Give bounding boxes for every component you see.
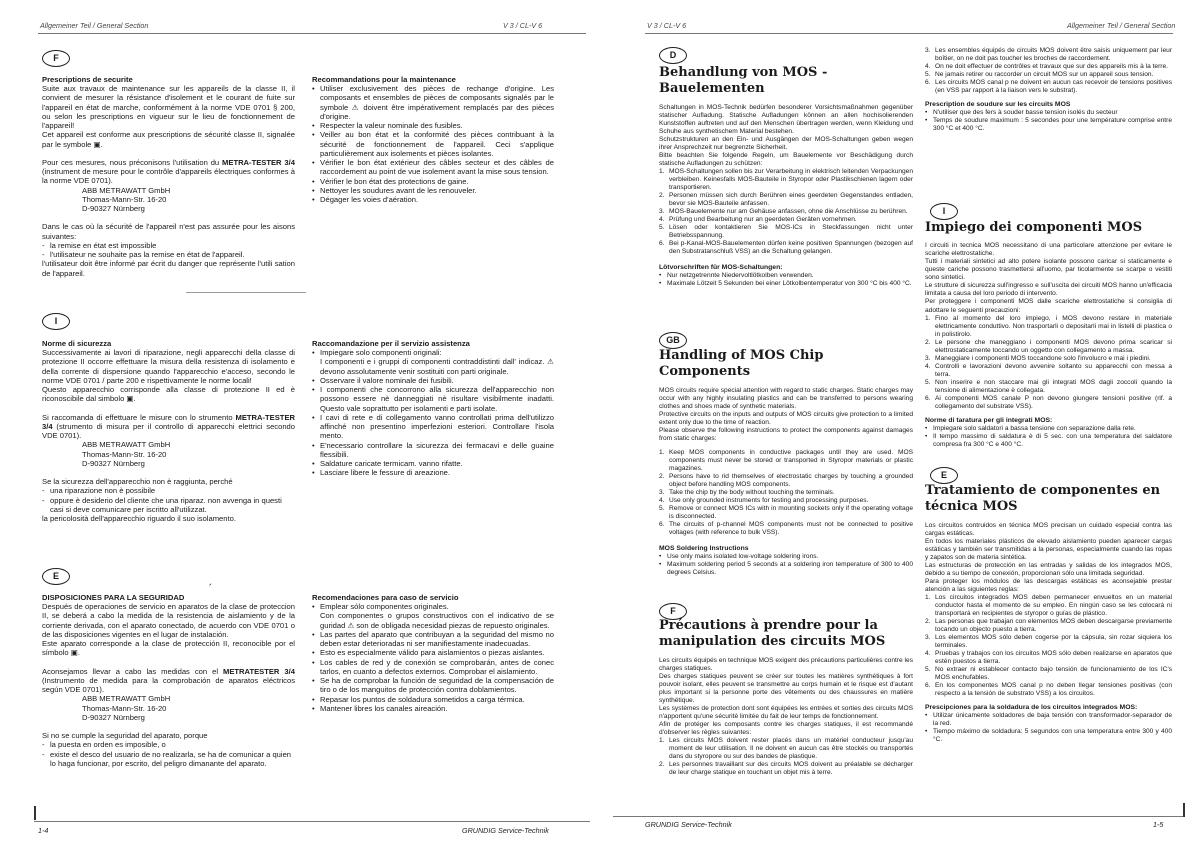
es-title: Tratamiento de componentes en técnica MOS (925, 483, 1161, 515)
list-item: • Impiegare solo saldatori a bassa tensione con separazione dalla rete. (925, 425, 1172, 433)
list-item: • N'utiliser que des fers à souder basse tension isolés du secteur (925, 109, 1172, 117)
list-item: • Mantener libres los canales aireación. (312, 704, 554, 713)
list-item: • Utiliser exclusivement des pièces de rechange d'origine. Les composants et ensembles de pièces de composants signalés par le symbole ⚠ doivent être impérativement remplacés par des pièces d'origine. (312, 84, 554, 121)
section-fr-maintenance (312, 75, 554, 204)
fr-rules-part2 (925, 47, 1172, 95)
page-number: 1-5 (1153, 820, 1164, 829)
list-item: - oppure è desiderio del cliente che una riparaz. non avvenga in questi casi si deve comunicare per iscritto all'utilizzat. (42, 496, 295, 515)
list-item: 6. The circuits of p-channel MOS components must not be connected to positive voltages (with reference to bulk VSS). (659, 521, 913, 537)
it-safety-text: Successivamente ai lavori di riparazione, negli apparecchi della classe di protezione II occorre effettuare la misura della resistenza di isolamento e della corrente di dispersione quando l'apparecchio e'acceso, secondo le norme VDE 0701 / parte 200 e rispettivamente le norme locali! Questo apparecchio corrisponde alla classe di protezione II ed è riconoscibile dal simbolo ▣. (42, 348, 295, 404)
fr-maint-heading: Recommandations pour la maintenance (312, 75, 456, 84)
language-badge-it: I (42, 313, 70, 330)
fr-rules-part1 (659, 737, 913, 777)
it-title: Impiego dei componenti MOS (925, 220, 1143, 235)
section-es-safety (42, 593, 295, 768)
list-item: 4. Prüfung und Bearbeitung nur an geerdeten Geräten vornehmen. (659, 216, 913, 224)
list-item: 1. MOS-Schaltungen sollen bis zur Verarbeitung in elektrisch leitenden Verpackungen verbleiben. Keinesfalls MOS-Bauteile in Styropor oder Plastikschienen lagern oder transportieren. (659, 168, 913, 192)
list-item: • Vérifier le bon état extérieur des câbles secteur et des câbles de raccordement au point de vue isolement avant la mise sous tension. (312, 158, 554, 177)
it-unsafe-outro: la pericolosità dell'apparecchio riguardo il suo isolamento. (42, 514, 236, 524)
list-item: 4. On ne doit effectuer de contrôles et travaux que sur des appareils mis à la terre. (925, 63, 1172, 71)
fr-measure-text: Pour ces mesures, nous préconisons l'utilisation du METRA-TESTER 3/4 (instrument de mesure pour le contrôle d'appareils électriques conformes à la norme VDE 0701). (42, 157, 295, 186)
list-item: • Maximale Lötzeit 5 Sekunden bei einer Lötkolbentemperatur von 300 °C bis 400 °C. (659, 280, 913, 288)
page-header-left: V 3 / CL-V 6 (647, 21, 687, 30)
list-item: 1. Keep MOS components in conductive packages until they are used. MOS components must never be stored or transported in Styropor materials or plastic magazines. (659, 449, 913, 473)
it-solder-list (925, 425, 1172, 449)
language-badge-fr: F (42, 50, 70, 67)
language-badge-es: E (42, 568, 70, 585)
fr-solder-heading: Prescription de soudure sur les circuits MOS (925, 101, 1071, 109)
list-item: 6. En los componentes MOS canal p no deben llegar tensiones positivas (con respecto a la tensión de substrato VSS) a los circuitos. (925, 682, 1172, 698)
footer-publisher: GRUNDIG Service-Technik (462, 826, 549, 835)
list-item: 3. Les ensembles équipés de circuits MOS doivent être saisis uniquement par leur boîtier, on ne doit pas toucher les broches de raccordement. (925, 47, 1172, 63)
fr-unsafe-intro: Dans le cas où la sécurité de l'appareil n'est pas assurée pour les aisons suivantes: (42, 222, 295, 241)
it-solder-heading: Norme di taratura per gli integrati MOS: (925, 416, 1053, 424)
list-item: 1. Les circuits MOS doivent rester placés dans un matériel conducteur jusqu'au moment de leur utilisation. Il ne doivent en aucun cas être stockés ou transportés dans du styropore ou sur des bandes de plastique. (659, 737, 913, 761)
es-maint-heading: Recomendaciones para caso de servicio (312, 593, 459, 602)
it-unsafe-list (42, 486, 295, 514)
list-item: • Lasciare libere le fessure di areazione. (312, 468, 554, 477)
language-badge-fr: F (659, 603, 687, 620)
list-item: - existe el desco del usuario de no realizarla, se ha de comunicar a quien lo haga funcionar, por escrito, del peligro dimanante del aparato. (42, 750, 295, 769)
list-item: 5. No extraer ni establecer contacto bajo tensión de funcionamiento de los IC's MOS enchufables. (925, 666, 1172, 682)
page-number: 1-4 (38, 826, 49, 835)
section-es-maintenance (312, 593, 554, 713)
language-badge-it: I (930, 203, 958, 220)
it-maint-list (312, 348, 554, 478)
list-item: • Il tempo massimo di saldatura è di 5 sec. con una temperatura del saldatore compresa fra 300 °C e 400 °C. (925, 433, 1172, 449)
section-fr-safety (42, 75, 295, 278)
list-item: 4. Pruebas y trabajos con los circuitos MOS sólo deben realizarse en aparatos que estén puestos a tierra. (925, 650, 1172, 666)
fr-intro: Les circuits équipés en technique MOS exigent des précautions particulières contre les charges statiques. Des charges statiques peuvent se créer sur toutes les matières synthétiques à fort pouvoir isolant, elles peuvent se transmettre au corps humain et le risque est d'autant plus important si la personne porte des vêtements ou des chaussures en matière synthétique. Les systèmes de protection dont sont équipées les entrées et sorties des circuits MOS n'apportent qu'une sécurité limitée du fait de leur temps de fonctionnement. Afin de protéger les composants contre les charges statiques, il est recommandé d'observer les règles suivantes: (659, 656, 913, 736)
list-item: 4. Controlli e lavorazioni devono avvenire soltanto su apparecchi con messa a terra. (925, 363, 1172, 379)
language-badge-es: E (930, 467, 958, 484)
list-item: 3. Los elementos MOS sólo deben cogerse por la cápsula, sin rozar siquiera los terminales. (925, 634, 1172, 650)
fr-address: ABB METRAWATT GmbH Thomas-Mann-Str. 16-20 D-90327 Nürnberg (82, 185, 171, 214)
list-item: 2. Personen müssen sich durch Berühren eines geerdeten Gegenstandes entladen, bevor sie MOS-Bauteile anfassen. (659, 192, 913, 208)
list-item: • Vérifier le bon état des protections de gaine. (312, 177, 554, 186)
gb-intro: MOS circuits require special attention with regard to static charges. Static charges may occur with any highly insulating plastics and can be transferred to persons wearing clothes and shoes made of synthetic materials. Protective circuits on the inputs and outputs of MOS circuits give protection to a limited extent only due to the time of reaction. Please observe the following instructions to protect the components against damages from static charges: (659, 386, 913, 442)
section-es (925, 483, 1172, 744)
list-item: 3. Maneggiare i componenti MOS toccandone solo l'involucro e mai i piedini. (925, 355, 1172, 363)
it-safety-heading: Norme di sicurezza (42, 339, 112, 348)
list-item: 5. Ne jamais retirer ou raccorder un circuit MOS sur un appareil sous tension. (925, 71, 1172, 79)
list-item: - la remise en état est impossible (42, 241, 295, 250)
de-solder-list (659, 272, 913, 288)
it-intro: I circuiti in tecnica MOS necessitano di una particolare attenzione per evitare le scariche elettrostatiche. Tutti i materiali sintetici ad alto potere isolante possono caricar si staticamente e queste cariche possono trasmettersi all'uomo, par ticolarmente se scarpe o vestiti sono sintetici. Le strutture di sicurezza sull'ingresso e sull'uscita dei circuiti MOS hanno un'efficacia limitata a causa del loro periodo di intervento. Per proteggere i componenti MOS dalle scariche elettrostatiche si consiglia di adottare le seguenti precauzioni: (925, 242, 1172, 314)
list-item: 2. Les personnes travaillant sur des circuits MOS doivent au préalable se décharger de leur charge statique en touchant un objet mis à terre. (659, 761, 913, 777)
es-safety-heading: DISPOSICIONES PARA LA SEGURIDAD (42, 593, 185, 602)
list-item: • Dégager les voies d'aération. (312, 195, 554, 204)
list-item: • Tiempo máximo de soldadura: 5 segundos con una temperatura entre 300 y 400 °C. (925, 728, 1172, 744)
list-item: 1. Fino al momento del loro impiego, i MOS devono restare in materiale elettricamente conduttivo. Non trasportarli o depositarli mai in listelli di plastica o in polistirolo. (925, 315, 1172, 339)
es-measure-text: Aconsejamos llevar a cabo las medidas con el METRATESTER 3/4 (Instrumento de medida para la comprobación de aparatos eléctricos según VDE 0701). (42, 666, 295, 695)
list-item: 5. Remove or connect MOS ICs with in mounting sockets only if the operating voltage is disconnected. (659, 505, 913, 521)
es-solder-heading: Prescipciones para la soldadura de los circuitos integrados MOS: (925, 704, 1138, 712)
list-item: • Saldature caricate termicam. vanno rifatte. (312, 459, 554, 468)
de-intro: Schaltungen in MOS-Technik bedürfen besonderer Vorsichtsmaßnahmen gegenüber statischer Aufladung. Statische Aufladungen können an allen hochisolierenden Kunststoffen auftreten und auf den Menschen übertragen werden, wenn Kleidung und Schuhe aus synthetischem Material bestehen. Schutzstrukturen an den Ein- und Ausgängen der MOS-Schaltungen geben wegen ihrer Ansprechzeit nur begrenzte Sicherheit. Bitte beachten Sie folgende Regeln, um Bauelemente vor Beschädigung durch statische Aufladungen zu schützen: (659, 103, 913, 167)
list-item: 6. Les circuits MOS canal p ne doivent en aucun cas recevoir de tensions positives (en VSS par rapport à la liaison vers le substrat). (925, 79, 1172, 95)
list-item: 1. Los circuitos integrados MOS deben permanecer envueltos en un material conductor hasta el momento de su empleo. En ningún caso se les colocará ni transportará en recipientes de styropor o guías de plástico. (925, 594, 1172, 618)
footer-rule-left (34, 806, 36, 820)
list-item: • Impiegare solo componenti originali: I componenti e i gruppi di componenti contraddistinti dall' indicaz. ⚠ devono assolutamente venir sostituiti con parti originale. (312, 348, 554, 376)
fr-maint-list (312, 84, 554, 204)
list-item: • Osservare il valore nominale dei fusibili. (312, 376, 554, 385)
es-intro: Los circuitos contruidos en técnica MOS precisan un cuidado especial contra las cargas estáticas. En todos los materiales plásticos de elevado aislamiento pueden aparecer cargas estáticas y también ser transmitidas a la personas, especialmente cuando las ropas y zapatos son de materia sintética. Las estructuras de protección en las entradas y salidas de los integrados MOS, debido a su tiempo de conexión, proporcionan sólo una limitada seguridad. Para proteger los módulos de las descargas estáticas es aconsejable prestar atención a las siguientes reglas: (925, 521, 1172, 593)
header-rule (38, 33, 586, 34)
it-measure-text: Si raccomanda di effettuare le misure con lo strumento METRA-TESTER 3/4 (strumento di misura per il controllo di apparecchi elettrici secondo VDE 0701). (42, 412, 295, 441)
es-maint-list (312, 602, 554, 713)
fr-title: Précautions à prendre pour la manipulation des circuits MOS (659, 618, 886, 650)
es-safety-text: Después de operaciones de servicio en aparatos de la clase de proteccion II, se deberá a cabo la medida de la resistencia de aislamiento y de la corriente derivada, con el aparato conectado, de acuerdo con VDE 0701 o de las disposiciones vigentes en el lugar de instalación. Este aparato corresponde a la clase de protección II, reconocible por el símbolo ▣. (42, 602, 295, 658)
it-address: ABB METRAWATT GmbH Thomas-Mann-Str. 16-20 D-90327 Nürnberg (82, 440, 171, 468)
list-item: 5. Lösen oder kontaktieren Sie MOS-ICs in Steckfassungen nicht unter Betriebsspannung. (659, 224, 913, 240)
page-header-right: V 3 / CL-V 6 (503, 21, 543, 30)
stray-mark: ˏ (208, 572, 212, 586)
list-item: • Se ha de comprobar la función de seguridad de la compensación de tiro o de los manguitos de protección contra doblamientos. (312, 676, 554, 695)
section-de (659, 65, 913, 288)
section-gb (659, 348, 913, 577)
list-item: • Emplear sólo componentes originales. Con componentes o grupos constructivos con el indicativo de se guridad ⚠ son de obligada necesidad piezas de repuesto originales. (312, 602, 554, 630)
footer-publisher: GRUNDIG Service-Technik (645, 820, 732, 829)
list-item: 3. Take the chip by the body without touching the terminals. (659, 489, 913, 497)
list-item: 3. MOS-Bauelemente nur am Gehäuse anfassen, ohne die Anschlüsse zu berühren. (659, 208, 913, 216)
fr-safety-text: Suite aux travaux de maintenance sur les appareils de la classe II, il convient de mesurer la résistance d'isolement et le courant de fuite sur l'appareil en état de marche, conformément à la norme VDE 0701 § 200, ou selon les prescriptions en vigueur sur le lieu de fonctionnement de l'appareil! Cet appareil est conforme aux prescriptions de sécurité classe II, signalée par le symbole ▣. (42, 84, 295, 149)
section-fr-continued (925, 47, 1172, 133)
list-item: • Veiller au bon état et la conformité des pièces contribuant à la sécurité de fonctionnement de l'appareil. Ceci s'applique particulièrement aux isolements et pièces isolantes. (312, 130, 554, 158)
it-unsafe-intro: Se la sicurezza dell'apparecchio non è raggiunta, perché (42, 477, 233, 487)
section-it-safety (42, 339, 295, 523)
list-item: • I componenti che concorrono alla sicurezza dell'apparecchio non possono essere nè danneggiati nè risultare visibilmente inadatti. Questo vale soprattutto per isolamenti e parti isolate. (312, 385, 554, 413)
list-item: - una riparazione non è possibile (42, 486, 295, 495)
list-item: 5. Non inserire e non staccare mai gli integrati MOS dagli zoccoli quando la tensione di alimentazione è collegata. (925, 379, 1172, 395)
list-item: • Temps de soudure maximum : 5 secondes pour une température comprise entre 300 °C et 400 °C. (925, 117, 1172, 133)
fr-solder-list (925, 109, 1172, 133)
page-header-left: Allgemeiner Teil / General Section (40, 21, 149, 30)
it-rules (925, 315, 1172, 411)
page-header-right: Allgemeiner Teil / General Section (1067, 21, 1176, 30)
list-item: • Las partes del aparato que contribuyan a la seguridad del mismo no deben estar deterioradas ni ser manifiestamente inadecuadas. (312, 630, 554, 649)
list-item: • Esto es especialmente válido para aislamientos o piezas aislantes. (312, 648, 554, 657)
section-it (925, 220, 1172, 449)
list-item: • Utilizar únicamente soldadores de baja tensión con transformador-separador de la red. (925, 712, 1172, 728)
footer-rule (34, 821, 590, 822)
header-rule (645, 33, 1173, 34)
list-item: 6. Bei p-Kanal-MOS-Bauelementen dürfen keine positiven Spannungen (bezogen auf den Substratanschluß VSS) an die Schaltung gelangen. (659, 240, 913, 256)
list-item: • Respecter la valeur nominale des fusibles. (312, 121, 554, 130)
gb-title: Handling of MOS Chip Components (659, 348, 824, 380)
es-address: ABB METRAWATT GmbH Thomas-Mann-Str. 16-20 D-90327 Nürnberg (82, 694, 171, 722)
language-badge-gb: GB (659, 332, 687, 349)
fr-safety-heading: Prescriptions de securite (42, 75, 133, 84)
list-item: • Repasar los puntos de soldadura sometidos a carga térmica. (312, 695, 554, 704)
es-solder-list (925, 712, 1172, 744)
list-item: • E'necessario controllare la sicurezza dei fermacavi e delle guaine flessibili. (312, 441, 554, 460)
es-unsafe-list (42, 740, 295, 768)
list-item: • Nur netzgetrennte Niedervoltlötkolben verwenden. (659, 272, 913, 280)
list-item: - l'utilisateur ne souhaite pas la remise en état de l'appareil. (42, 250, 295, 259)
list-item: 4. Use only grounded instruments for testing and processing purposes. (659, 497, 913, 505)
list-item: • Maximum soldering period 5 seconds at a soldering iron temperature of 300 to 400 degrees Celsius. (659, 561, 913, 577)
de-solder-heading: Lötvorschriften für MOS-Schaltungen: (659, 264, 783, 272)
gb-rules (659, 449, 913, 537)
list-item: • I cavi di rete e di collegamento vanno controllati prima dell'utilizzo affinché non presentino imperfezioni esteriori. Controllare l'isola mento. (312, 413, 554, 441)
fr-unsafe-list (42, 241, 295, 260)
section-fr (659, 618, 913, 777)
section-it-maintenance (312, 339, 554, 478)
gb-solder-list (659, 553, 913, 577)
footer-rule-right (1183, 803, 1185, 817)
list-item: - la puesta en orden es imposible, o (42, 740, 295, 749)
footer-rule (613, 816, 1183, 817)
list-item: 2. Le persone che maneggiano i componenti MOS devono prima scaricar si elettrostaticamente toccando un oggetto con collegamento a massa. (925, 339, 1172, 355)
list-item: 2. Persons have to rid themselves of electrostatic charges by touching a grounded object before handling MOS components. (659, 473, 913, 489)
list-item: • Los cables de red y de conexión se comprobarán, antes de conec tarlos, en cuanto a defectos externos. Comprobar el aislamiento. (312, 658, 554, 677)
list-item: 2. Las personas que trabajan con elementos MOS deben descargarse previamente tocando un objecto puesto a tierra. (925, 618, 1172, 634)
list-item: • Use only mains isolated low-voltage soldering irons. (659, 553, 913, 561)
de-title: Behandlung von MOS - Bauelementen (659, 65, 828, 97)
de-rules (659, 168, 913, 256)
fr-unsafe-outro: l'utilisateur doit être informé par écrit du danger que représente l'utili sation de l'appareil. (42, 259, 295, 278)
language-badge-de: D (659, 47, 687, 64)
it-maint-heading: Raccomandazione per il servizio assistenza (312, 339, 470, 348)
right-page (599, 0, 1198, 841)
divider (186, 292, 306, 293)
es-rules (925, 594, 1172, 698)
list-item: 6. Ai componenti MOS canale P non devono giungere tensioni positive (rif. a collegamento del substrate VSS). (925, 395, 1172, 411)
gb-solder-heading: MOS Soldering Instructions (659, 545, 749, 553)
es-unsafe-intro: Si no se cumple la seguridad del aparato, porque (42, 731, 208, 741)
list-item: • Nettoyer les soudures avant de les renouveler. (312, 186, 554, 195)
